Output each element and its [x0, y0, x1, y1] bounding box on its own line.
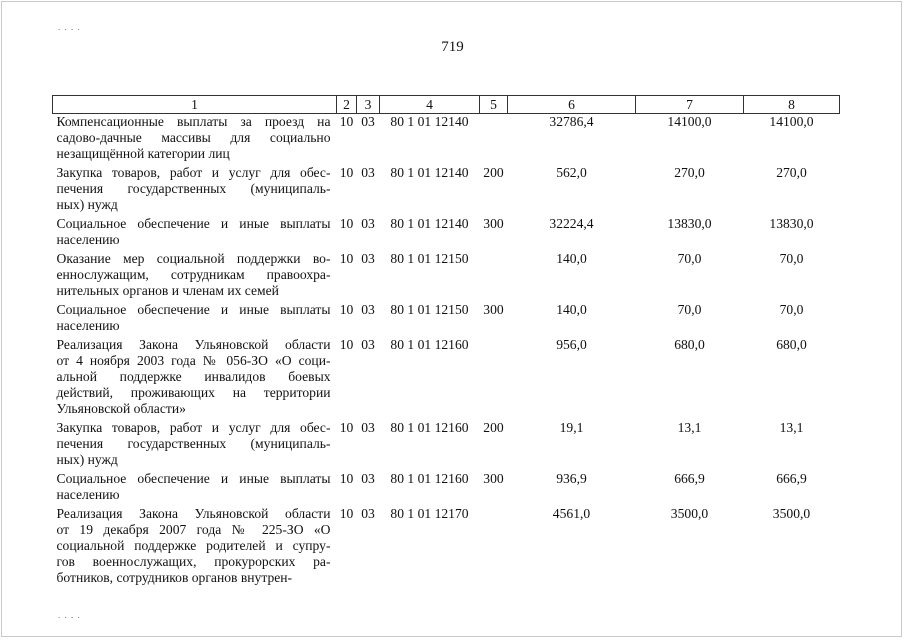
row-name-line: Социальное обеспечение и иные выплаты	[56, 302, 331, 317]
amount-col-6: 140,0	[556, 302, 587, 317]
section-code: 10	[339, 506, 354, 521]
row-name-line: ботников, сотрудников органов внутрен-	[56, 570, 293, 585]
section-code: 10	[339, 302, 354, 317]
table-row	[53, 216, 840, 251]
table-row	[53, 251, 840, 302]
expense-type-code	[480, 114, 508, 166]
scan-mark-top: . . . .	[58, 22, 81, 32]
amount-col-7: 680,0	[674, 337, 705, 352]
amount-col-6: 32786,4	[549, 114, 594, 129]
row-name-line: печения государственных (муниципаль-	[56, 436, 331, 451]
amount-col-6: 19,1	[559, 420, 584, 435]
table-row	[53, 506, 840, 589]
subsection-code: 03	[361, 420, 375, 435]
amount-col-8: 666,9	[776, 471, 807, 486]
amount-col-8: 270,0	[776, 165, 807, 180]
target-article-code: 80 1 01 12140	[390, 165, 469, 180]
expense-type-code: 200	[483, 165, 504, 180]
section-code: 10	[339, 251, 354, 266]
target-article-code: 80 1 01 12150	[390, 251, 469, 266]
row-name-line: Компенсационные выплаты за проезд на	[56, 114, 331, 129]
amount-col-8: 70,0	[779, 251, 804, 266]
row-name-line: нительных органов и членам их семей	[56, 283, 279, 298]
table-row	[53, 165, 840, 216]
table-row	[53, 302, 840, 337]
row-name-line: незащищённой категории лиц	[56, 146, 230, 161]
budget-table	[52, 95, 840, 589]
expense-type-code: 300	[483, 471, 504, 486]
row-name-line: ных) нужд	[56, 452, 118, 467]
row-name-line: Закупка товаров, работ и услуг для обес-	[56, 165, 331, 180]
amount-col-8: 14100,0	[769, 114, 814, 129]
amount-col-7: 13,1	[677, 420, 702, 435]
header-col-6: 6	[508, 96, 636, 114]
row-name-line: еннослужащим, сотрудникам правоохра-	[56, 267, 331, 282]
row-name-line: населению	[56, 487, 120, 502]
row-name-line: альной поддержке инвалидов боевых	[56, 369, 331, 384]
row-name-line: Реализация Закона Ульяновской области	[56, 337, 331, 352]
amount-col-7: 270,0	[674, 165, 705, 180]
subsection-code: 03	[361, 251, 375, 266]
row-name	[53, 337, 337, 420]
table-row	[53, 114, 840, 166]
page-number: 719	[441, 39, 464, 55]
row-name-line: Реализация Закона Ульяновской области	[56, 506, 331, 521]
amount-col-7: 70,0	[677, 302, 702, 317]
header-col-4: 4	[380, 96, 480, 114]
row-name-line: Закупка товаров, работ и услуг для обес-	[56, 420, 331, 435]
amount-col-7: 3500,0	[670, 506, 709, 521]
row-name-line: печения государственных (муниципаль-	[56, 181, 331, 196]
amount-col-6: 4561,0	[552, 506, 591, 521]
row-name	[53, 165, 337, 216]
expense-type-code	[480, 251, 508, 302]
header-col-2: 2	[337, 96, 357, 114]
row-name	[53, 114, 337, 166]
amount-col-6: 32224,4	[549, 216, 594, 231]
row-name-line: населению	[56, 318, 120, 333]
row-name-line: Оказание мер социальной поддержки во-	[56, 251, 331, 266]
table-row	[53, 420, 840, 471]
target-article-code: 80 1 01 12150	[390, 302, 469, 317]
section-code: 10	[339, 165, 354, 180]
section-code: 10	[339, 337, 354, 352]
header-col-7: 7	[636, 96, 744, 114]
amount-col-8: 680,0	[776, 337, 807, 352]
header-col-3: 3	[357, 96, 380, 114]
target-article-code: 80 1 01 12140	[390, 216, 469, 231]
section-code: 10	[339, 471, 354, 486]
header-row	[53, 96, 840, 114]
subsection-code: 03	[361, 114, 375, 129]
table-row	[53, 471, 840, 506]
target-article-code: 80 1 01 12160	[390, 420, 469, 435]
subsection-code: 03	[361, 506, 375, 521]
row-name-line: социальной поддержке родителей и супру-	[56, 538, 331, 553]
amount-col-7: 666,9	[674, 471, 705, 486]
row-name	[53, 506, 337, 589]
amount-col-8: 13830,0	[769, 216, 814, 231]
amount-col-6: 562,0	[556, 165, 587, 180]
header-col-5: 5	[480, 96, 508, 114]
subsection-code: 03	[361, 216, 375, 231]
amount-col-7: 14100,0	[667, 114, 712, 129]
expense-type-code	[480, 337, 508, 420]
row-name-line: Ульяновской области»	[56, 401, 186, 416]
amount-col-8: 13,1	[779, 420, 804, 435]
expense-type-code: 300	[483, 216, 504, 231]
row-name-line: действий, проживающих на территории	[56, 385, 331, 400]
row-name-line: от 19 декабря 2007 года № 225-ЗО «О	[56, 522, 331, 537]
row-name-line: населению	[56, 232, 120, 247]
expense-type-code	[480, 506, 508, 589]
target-article-code: 80 1 01 12170	[390, 506, 469, 521]
row-name	[53, 251, 337, 302]
target-article-code: 80 1 01 12160	[390, 337, 469, 352]
row-name	[53, 302, 337, 337]
row-name-line: Социальное обеспечение и иные выплаты	[56, 471, 331, 486]
section-code: 10	[339, 114, 354, 129]
target-article-code: 80 1 01 12140	[390, 114, 469, 129]
row-name-line: от 4 ноября 2003 года № 056-ЗО «О соци-	[56, 353, 331, 368]
amount-col-8: 70,0	[779, 302, 804, 317]
row-name-line: Социальное обеспечение и иные выплаты	[56, 216, 331, 231]
row-name	[53, 420, 337, 471]
row-name	[53, 471, 337, 506]
header-col-8: 8	[744, 96, 840, 114]
row-name-line: садово-дачные массивы для социально	[56, 130, 331, 145]
amount-col-6: 140,0	[556, 251, 587, 266]
subsection-code: 03	[361, 471, 375, 486]
amount-col-6: 956,0	[556, 337, 587, 352]
subsection-code: 03	[361, 302, 375, 317]
subsection-code: 03	[361, 165, 375, 180]
scan-mark-bottom: . . . .	[58, 610, 81, 620]
subsection-code: 03	[361, 337, 375, 352]
row-name	[53, 216, 337, 251]
section-code: 10	[339, 216, 354, 231]
row-name-line: ных) нужд	[56, 197, 118, 212]
amount-col-7: 13830,0	[667, 216, 712, 231]
expense-type-code: 300	[483, 302, 504, 317]
expense-type-code: 200	[483, 420, 504, 435]
amount-col-7: 70,0	[677, 251, 702, 266]
section-code: 10	[339, 420, 354, 435]
table-row	[53, 337, 840, 420]
row-name-line: гов военнослужащих, прокурорских ра-	[56, 554, 331, 569]
target-article-code: 80 1 01 12160	[390, 471, 469, 486]
header-col-1: 1	[53, 96, 337, 114]
amount-col-8: 3500,0	[772, 506, 811, 521]
amount-col-6: 936,9	[556, 471, 587, 486]
